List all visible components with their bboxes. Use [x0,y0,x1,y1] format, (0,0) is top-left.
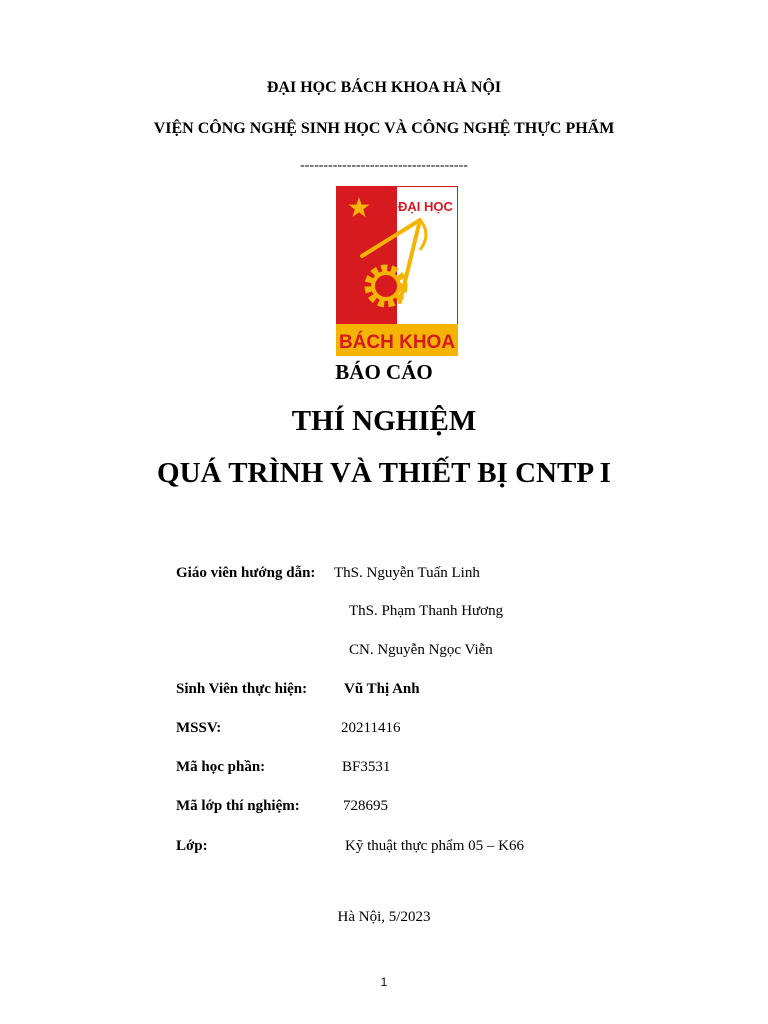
university-logo [336,186,458,356]
lab-class: 728695 [343,798,388,814]
title-line-2: QUÁ TRÌNH VÀ THIẾT BỊ CNTP I [157,457,611,489]
class-label: Lớp: [176,838,208,854]
university-name: ĐẠI HỌC BÁCH KHOA HÀ NỘI [266,79,502,96]
lab-class-label: Mã lớp thí nghiệm: [176,798,300,814]
instructor-1: ThS. Nguyễn Tuấn Linh [334,565,480,581]
student-id: 20211416 [341,720,401,736]
student-name: Vũ Thị Anh [344,681,420,697]
logo-bottom-text: BÁCH KHOA [338,332,456,353]
location-date: Hà Nội, 5/2023 [337,909,431,925]
instructor-2: ThS. Phạm Thanh Hương [349,603,504,619]
title-line-1: THÍ NGHIỆM [291,405,477,437]
student-label: Sinh Viên thực hiện: [176,681,308,697]
course-code: BF3531 [342,759,391,775]
report-heading: BÁO CÁO [335,360,433,384]
institute-name: VIỆN CÔNG NGHỆ SINH HỌC VÀ CÔNG NGHỆ THỰC PHẨM [153,120,615,137]
instructor-label: Giáo viên hướng dẫn: [176,565,316,581]
page-number: 1 [380,975,388,989]
course-code-label: Mã học phần: [176,759,266,775]
student-id-label: MSSV: [176,720,222,736]
logo-top-text: ĐẠI HỌC [398,199,453,214]
divider-line: ------------------------------------ [300,158,468,173]
class-value: Kỹ thuật thực phẩm 05 – K66 [345,838,524,854]
instructor-3: CN. Nguyễn Ngọc Viễn [349,642,493,658]
